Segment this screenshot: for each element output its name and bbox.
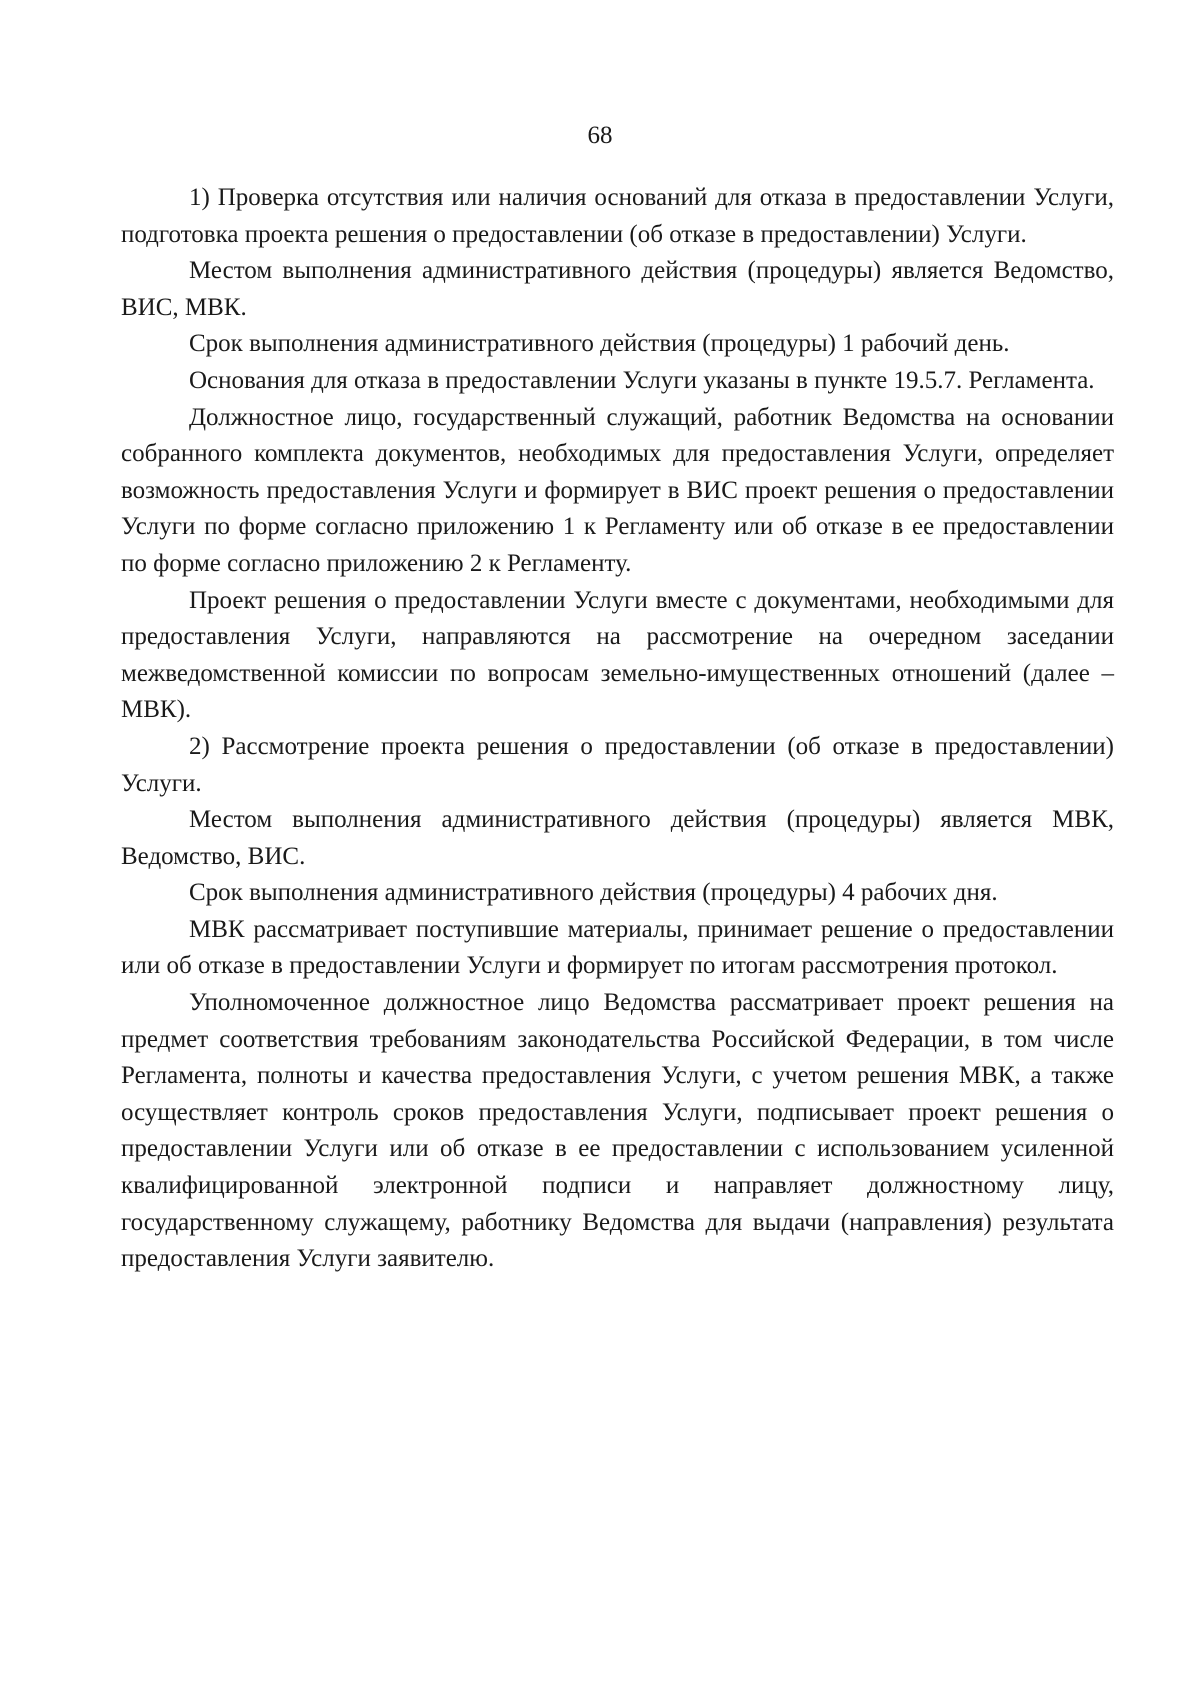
paragraph-step-1-term: Срок выполнения административного действия (процедуры) 1 рабочий день. [189, 330, 1010, 358]
paragraph-refusal-grounds: Основания для отказа в предоставлении Услуги указаны в пункте 19.5.7. Регламента. [189, 366, 1095, 394]
paragraph-official-determines: Должностное лицо, государственный служащий, работник Ведомства на основании собранного комплекта документов, необходимых для предоставления Услуги, определяет возможность предоставления Услуги и формирует в ВИС проект решения о предоставлении Услуги по форме согласно приложению 1 к Регламенту или об отказе в ее предоставлении по форме согласно приложению 2 к Регламенту. [121, 403, 1114, 577]
paragraph-step-1-heading: 1) Проверка отсутствия или наличия оснований для отказа в предоставлении Услуги, подготовка проекта решения о предоставлении (об отказе в предоставлении) Услуги. [121, 184, 1114, 248]
paragraph-authorized-official-signs: Уполномоченное должностное лицо Ведомства рассматривает проект решения на предмет соответствия требованиям законодательства Российской Федерации, в том числе Регламента, полноты и качества предоставления Услуги, с учетом решения МВК, а также осуществляет контроль сроков предоставления Услуги, подписывает проект решения о предоставлении Услуги или об отказе в ее предоставлении с использованием усиленной квалифицированной электронной подписи и направляет должностному лицу, государственному служащему, работнику Ведомства для выдачи (направления) результата предоставления Услуги заявителю. [121, 989, 1114, 1273]
paragraph-step-2-term: Срок выполнения административного действия (процедуры) 4 рабочих дня. [189, 879, 998, 907]
paragraph-step-2-heading: 2) Рассмотрение проекта решения о предоставлении (об отказе в предоставлении) Услуги. [121, 732, 1114, 797]
paragraph-step-1-place: Местом выполнения административного действия (процедуры) является Ведомство, ВИС, МВК. [121, 257, 1114, 321]
paragraph-project-to-commission: Проект решения о предоставлении Услуги вместе с документами, необходимыми для предоставления Услуги, направляются на рассмотрение на очередном заседании межведомственной комиссии по вопросам земельно-имущественных отношений (далее – МВК). [121, 586, 1114, 724]
document-body [121, 180, 1114, 1278]
paragraph-commission-decision: МВК рассматривает поступившие материалы, принимает решение о предоставлении или об отказе в предоставлении Услуги и формирует по итогам рассмотрения протокол. [121, 915, 1114, 980]
paragraph-step-2-place: Местом выполнения административного действия (процедуры) является МВК, Ведомство, ВИС. [121, 806, 1114, 870]
page-number: 68 [587, 122, 613, 149]
